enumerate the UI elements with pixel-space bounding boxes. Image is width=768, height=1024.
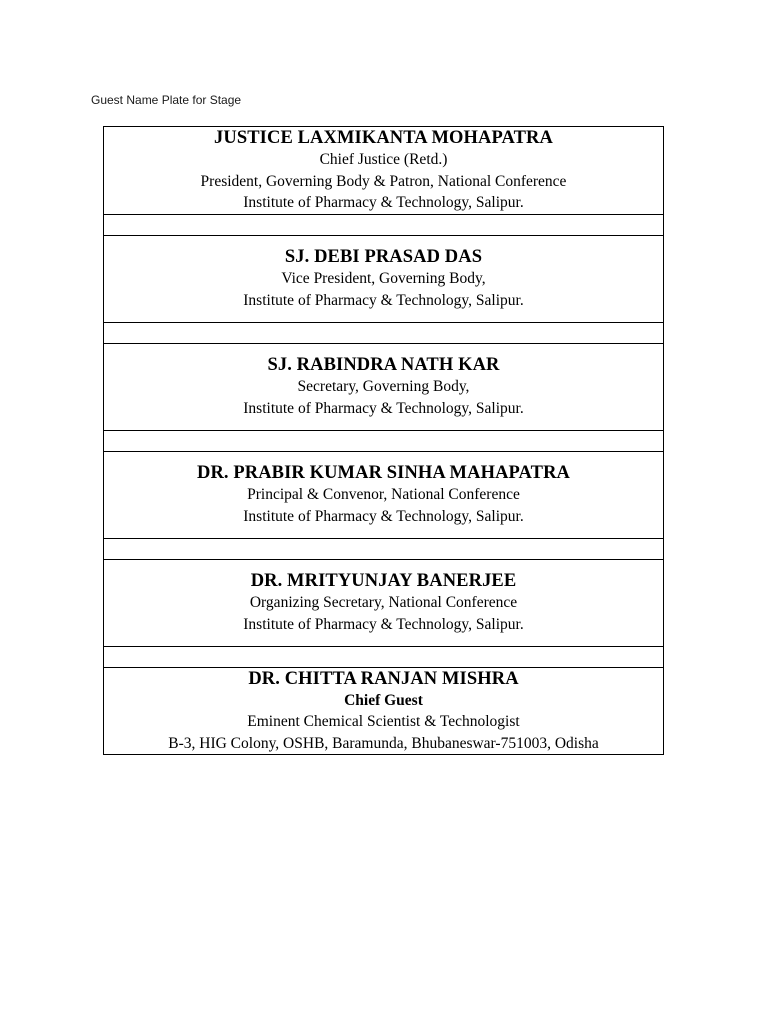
- table-row: [104, 127, 664, 215]
- spacer-row: [104, 646, 664, 667]
- table-row: [104, 451, 664, 538]
- spacer-cell: [104, 322, 664, 343]
- guest-address: B-3, HIG Colony, OSHB, Baramunda, Bhubaneswar-751003, Odisha: [168, 734, 599, 752]
- guest-role: Chief Guest: [344, 691, 423, 709]
- name-plate: [104, 559, 664, 646]
- spacer-cell: [104, 538, 664, 559]
- guest-designation: Principal & Convenor, National Conference: [247, 486, 520, 503]
- table-row: [104, 343, 664, 430]
- spacer-row: [104, 214, 664, 235]
- spacer-row: [104, 322, 664, 343]
- guest-name: DR. MRITYUNJAY BANERJEE: [250, 571, 517, 591]
- table-row: [104, 559, 664, 646]
- name-plate-table: [103, 126, 664, 755]
- spacer-cell: [104, 646, 664, 667]
- name-plate: [104, 235, 664, 322]
- table-row: [104, 667, 664, 755]
- guest-institution: Institute of Pharmacy & Technology, Salipur.: [243, 507, 524, 525]
- guest-institution: Institute of Pharmacy & Technology, Salipur.: [243, 194, 524, 211]
- name-plate: [104, 451, 664, 538]
- name-plate: [104, 127, 664, 215]
- guest-name: DR. CHITTA RANJAN MISHRA: [248, 668, 519, 689]
- name-plate: [104, 667, 664, 755]
- guest-name: SJ. RABINDRA NATH KAR: [267, 355, 500, 375]
- guest-institution: Institute of Pharmacy & Technology, Salipur.: [243, 291, 524, 309]
- spacer-row: [104, 430, 664, 451]
- guest-name: SJ. DEBI PRASAD DAS: [284, 247, 483, 267]
- guest-designation: Organizing Secretary, National Conference: [249, 594, 518, 611]
- spacer-cell: [104, 214, 664, 235]
- spacer-row: [104, 538, 664, 559]
- guest-name: JUSTICE LAXMIKANTA MOHAPATRA: [214, 128, 553, 148]
- name-plate: [104, 343, 664, 430]
- table-row: [104, 235, 664, 322]
- guest-institution: Institute of Pharmacy & Technology, Salipur.: [243, 399, 524, 417]
- guest-designation: Secretary, Governing Body,: [297, 378, 470, 395]
- guest-name: DR. PRABIR KUMAR SINHA MAHAPATRA: [196, 463, 571, 483]
- guest-designation: Eminent Chemical Scientist & Technologist: [247, 713, 520, 730]
- guest-designation: Chief Justice (Retd.): [319, 151, 448, 168]
- guest-institution: Institute of Pharmacy & Technology, Salipur.: [243, 615, 524, 633]
- page-heading: Guest Name Plate for Stage: [91, 93, 242, 107]
- spacer-cell: [104, 430, 664, 451]
- guest-designation: President, Governing Body & Patron, National Conference: [200, 172, 567, 190]
- guest-designation: Vice President, Governing Body,: [281, 270, 486, 287]
